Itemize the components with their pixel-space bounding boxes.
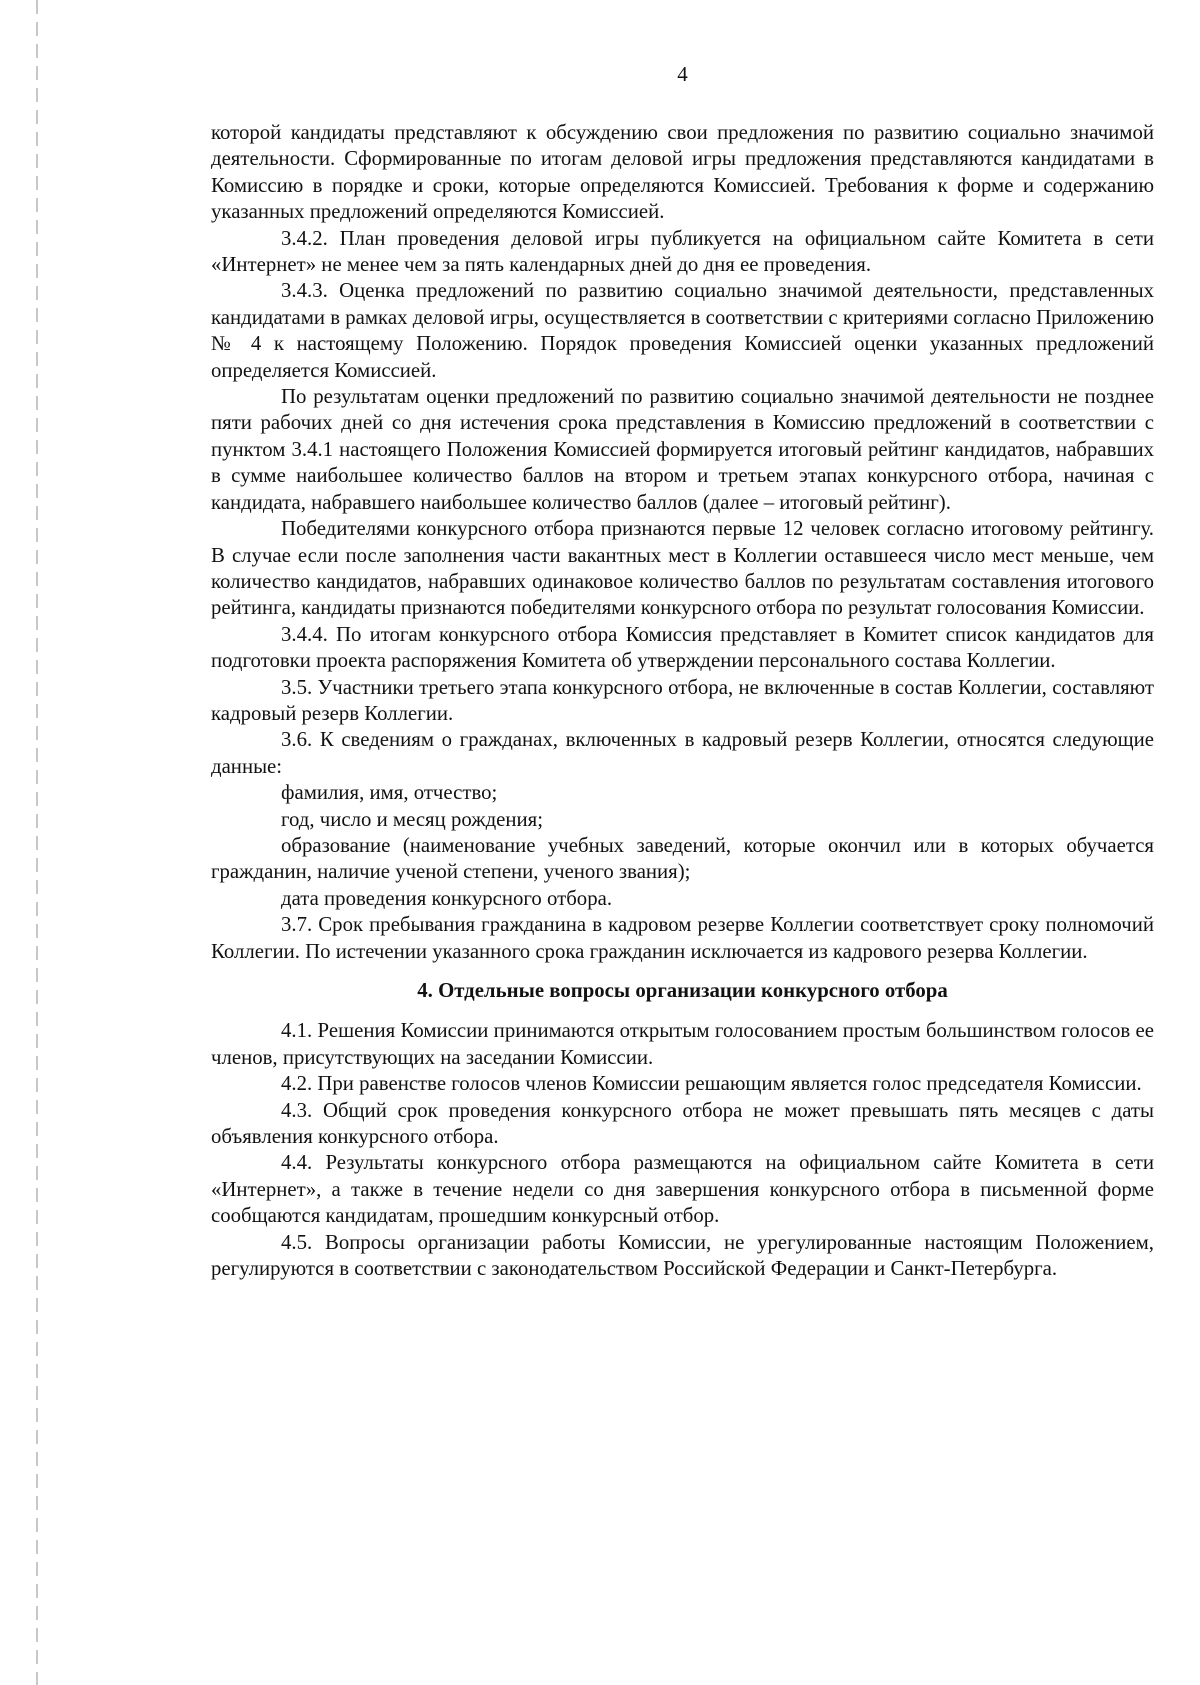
paragraph-4-4: 4.4. Результаты конкурсного отбора размещаются на официальном сайте Комитета в сети «Интернет», а также в течение недели со дня завершения конкурсного отбора в письменной форме сообщаются кандидатам, прошедшим конкурсный отбор. [211,1151,1154,1228]
paragraph-3-4-3: 3.4.3. Оценка предложений по развитию социально значимой деятельности, представленных кандидатами в рамках деловой игры, осуществляется в соответствии с критериями согласно Приложению № 4 к настоящему Положению. Порядок проведения Комиссией оценки указанных предложений определяется Комиссией. [211,279,1154,382]
paragraph-3-7: 3.7. Срок пребывания гражданина в кадровом резерве Коллегии соответствует сроку полномочий Коллегии. По истечении указанного срока гражданин исключается из кадрового резерва Коллегии. [211,913,1154,963]
paragraph-3-6: 3.6. К сведениям о гражданах, включенных в кадровый резерв Коллегии, относятся следующие данные: [211,728,1154,778]
paragraph-3-5: 3.5. Участники третьего этапа конкурсного отбора, не включенные в состав Коллегии, составляют кадровый резерв Коллегии. [211,675,1154,725]
paragraph-4-5: 4.5. Вопросы организации работы Комиссии, не урегулированные настоящим Положением, регулируются в соответствии с законодательством Российской Федерации и Санкт-Петербурга. [211,1230,1154,1281]
paragraph-continuation: которой кандидаты представляют к обсуждению свои предложения по развитию социально значимой деятельности. Сформированные по итогам деловой игры предложения представляются кандидатами в Комиссию в порядке и сроки, которые определяются Комиссией. Требования к форме и содержанию указанных предложений определяются Комиссией. [211,121,1154,224]
paragraph-4-2: 4.2. При равенстве голосов членов Комиссии решающим является голос председателя Комиссии. [281,1072,1142,1096]
document-body [211,120,1154,1282]
paragraph-rating: По результатам оценки предложений по развитию социально значимой деятельности не позднее пяти рабочих дней со дня истечения срока представления в Комиссию предложений в соответствии с пунктом 3.4.1 настоящего Положения Комиссией формируется итоговый рейтинг кандидатов, набравших в сумме наибольшее количество баллов на втором и третьем этапах конкурсного отбора, начиная с кандидата, набравшего наибольшее количество баллов (далее – итоговый рейтинг). [211,385,1154,514]
list-item-date: дата проведения конкурсного отбора. [281,886,613,910]
list-item-birth: год, число и месяц рождения; [281,807,544,831]
paragraph-4-3: 4.3. Общий срок проведения конкурсного отбора не может превышать пять месяцев с даты объявления конкурсного отбора. [211,1098,1154,1149]
paragraph-winners: Победителями конкурсного отбора признаются первые 12 человек согласно итоговому рейтингу. В случае если после заполнения части вакантных мест в Коллегии оставшееся число мест меньше, чем количество кандидатов, набравших одинаковое количество баллов по результатам составления итогового рейтинга, кандидаты признаются победителями конкурсного отбора по результат голосования Комиссии. [211,517,1154,620]
list-item-name: фамилия, имя, отчество; [281,781,498,805]
list-item-education: образование (наименование учебных заведений, которые окончил или в которых обучается гражданин, наличие ученой степени, ученого звания); [211,833,1154,884]
page-number: 4 [677,62,688,86]
paragraph-4-1: 4.1. Решения Комиссии принимаются открытым голосованием простым большинством голосов ее членов, присутствующих на заседании Комиссии. [211,1019,1154,1069]
scan-binding-edge [36,0,38,1685]
section-4-heading: 4. Отдельные вопросы организации конкурсного отбора [417,979,948,1002]
paragraph-3-4-4: 3.4.4. По итогам конкурсного отбора Комиссия представляет в Комитет список кандидатов для подготовки проекта распоряжения Комитета об утверждении персонального состава Коллегии. [211,622,1154,673]
paragraph-3-4-2: 3.4.2. План проведения деловой игры публикуется на официальном сайте Комитета в сети «Интернет» не менее чем за пять календарных дней до дня ее проведения. [211,226,1154,277]
